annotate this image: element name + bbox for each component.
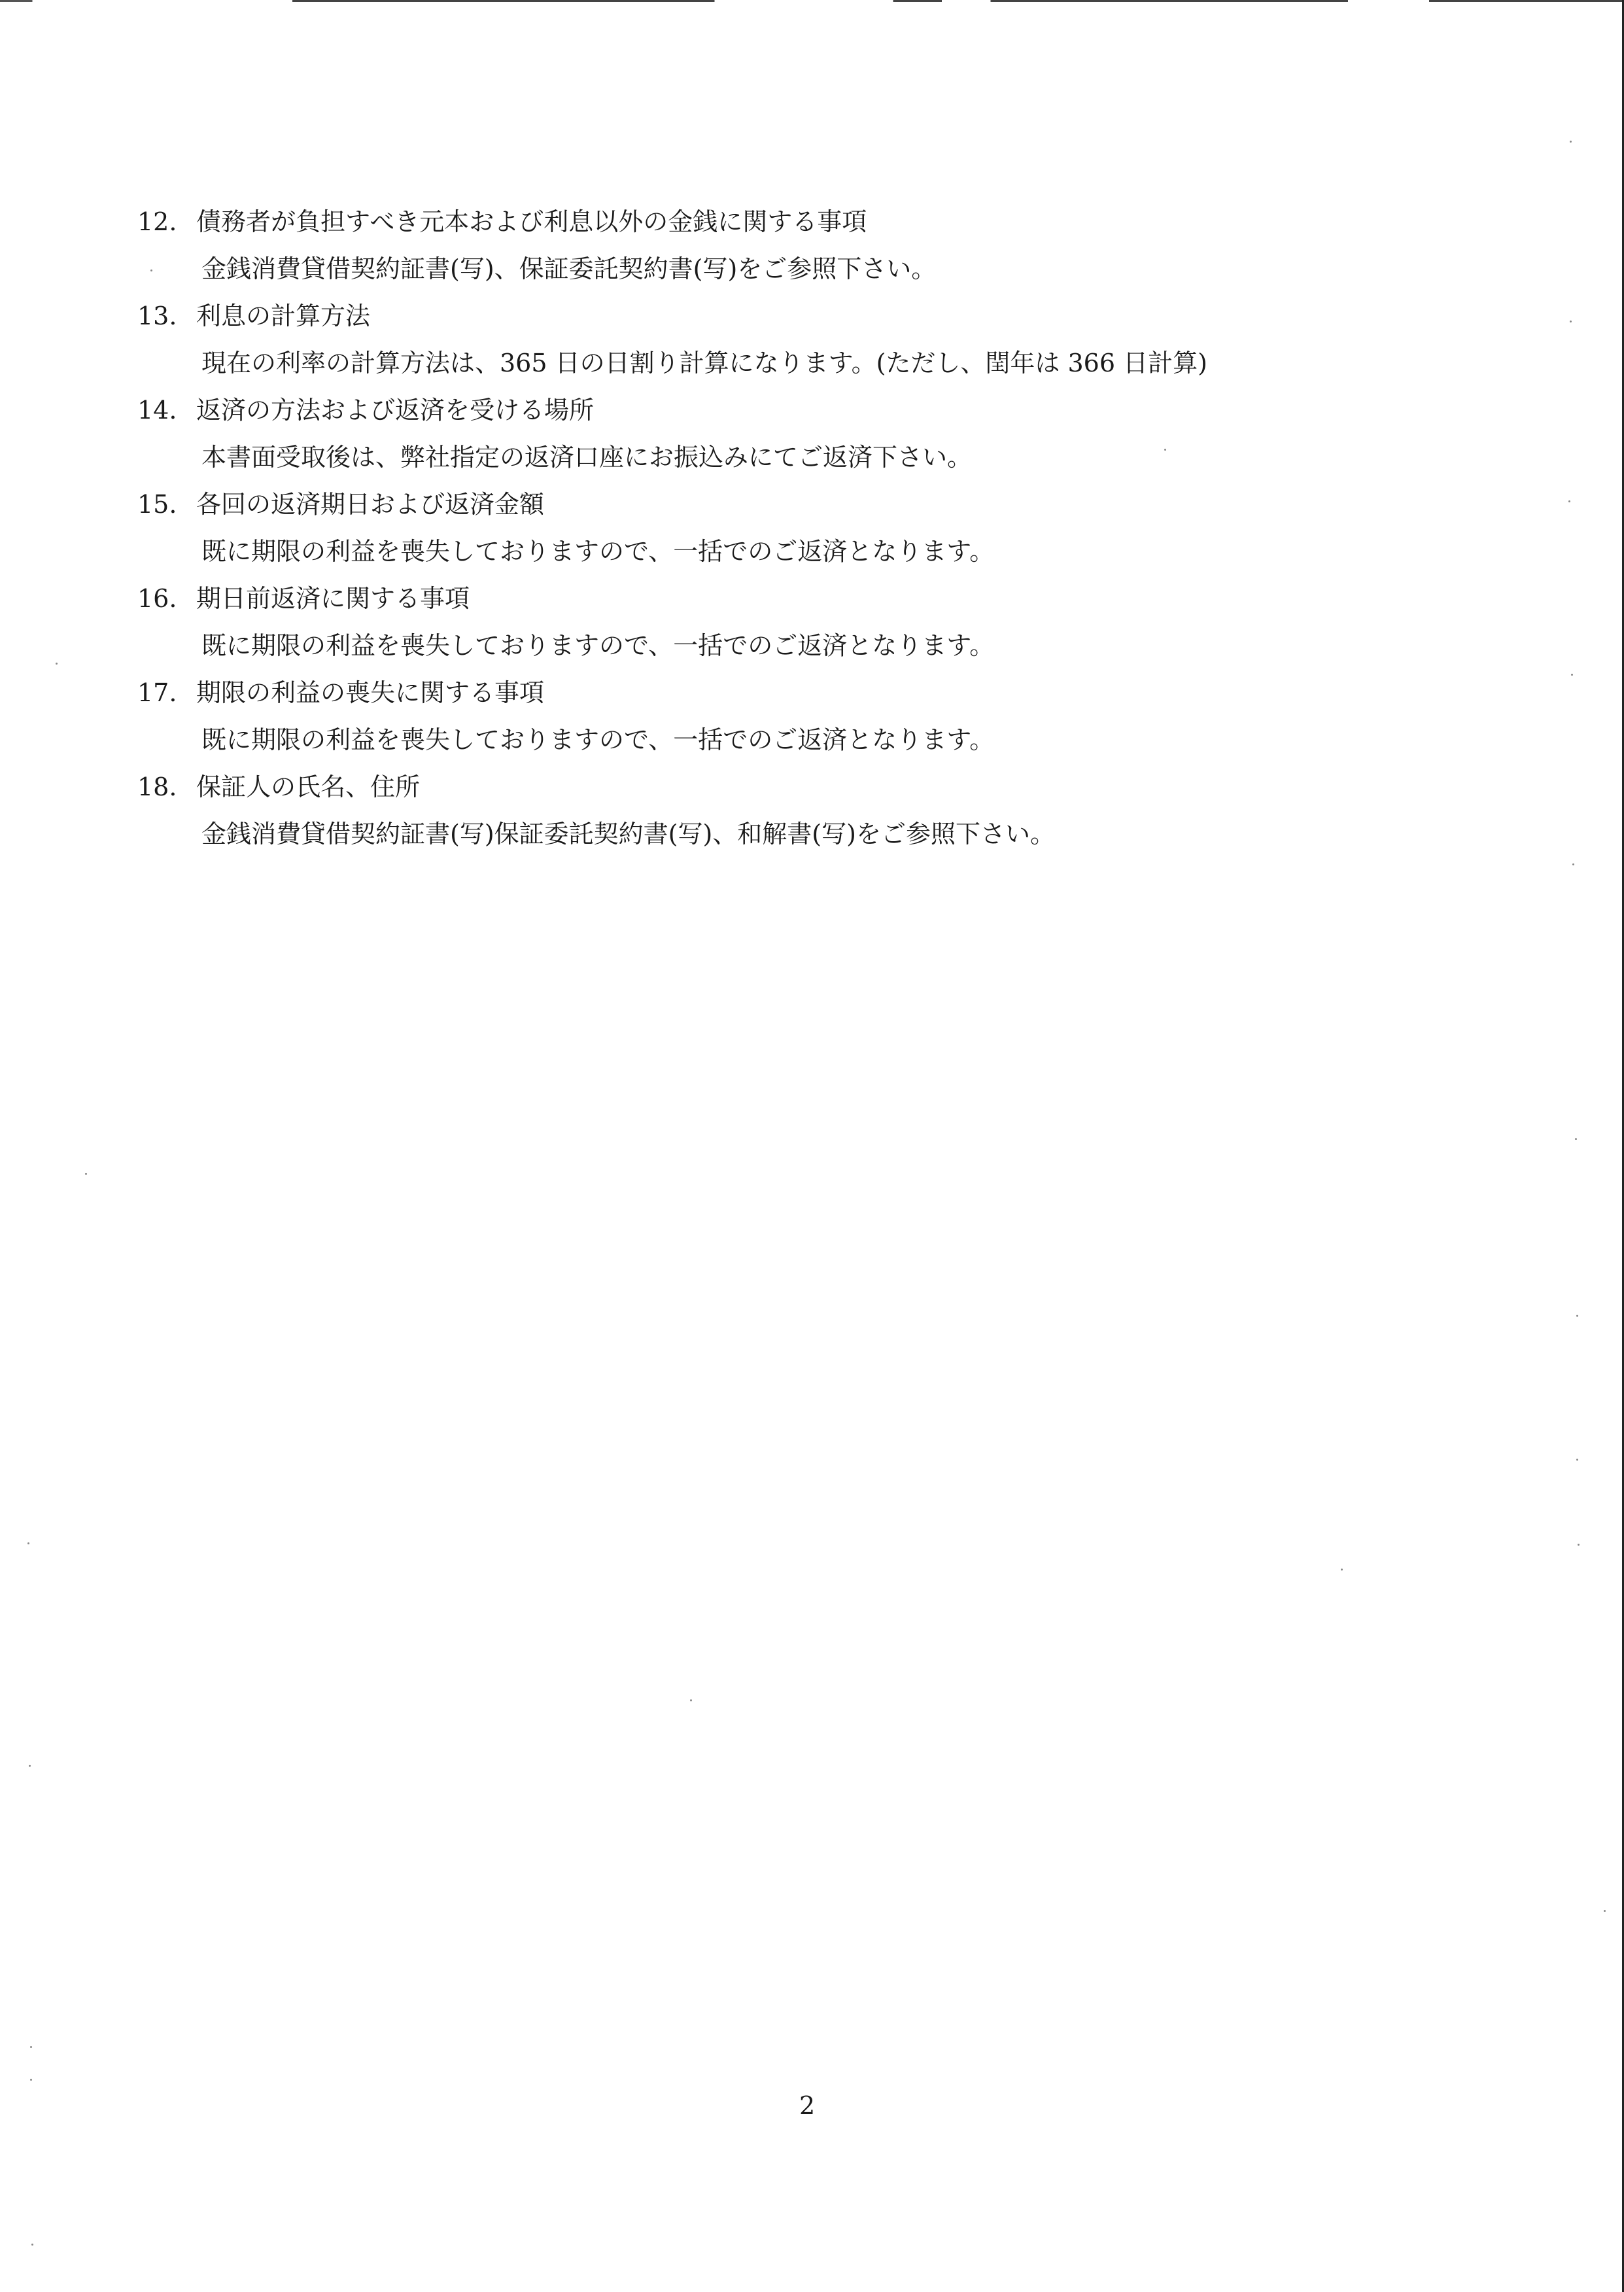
section-heading bbox=[137, 204, 1334, 251]
section-number: 15. bbox=[137, 490, 177, 519]
scan-speck bbox=[1568, 500, 1570, 502]
scan-speck bbox=[1571, 674, 1573, 676]
section-text: 既に期限の利益を喪失しておりますので、一括でのご返済となります。 bbox=[201, 537, 995, 566]
section-text: 金銭消費貸借契約証書(写)保証委託契約書(写)、和解書(写)をご参照下さい。 bbox=[201, 820, 1055, 848]
scan-speck bbox=[56, 663, 58, 665]
section-item-17 bbox=[137, 675, 1334, 769]
scan-top-border bbox=[0, 0, 1624, 2]
scan-speck bbox=[1341, 1569, 1343, 1571]
section-heading bbox=[137, 675, 1334, 722]
scan-speck bbox=[29, 1765, 31, 1767]
section-title: 返済の方法および返済を受ける場所 bbox=[196, 396, 595, 425]
scan-speck bbox=[1578, 1544, 1580, 1546]
document-body bbox=[137, 204, 1334, 863]
section-title: 利息の計算方法 bbox=[196, 302, 371, 330]
scan-speck bbox=[1576, 1315, 1578, 1317]
scan-speck bbox=[30, 2046, 32, 2048]
section-title: 各回の返済期日および返済金額 bbox=[196, 490, 545, 519]
scan-speck bbox=[85, 1173, 87, 1175]
section-number: 16. bbox=[137, 584, 177, 613]
section-number: 17. bbox=[137, 678, 177, 707]
scan-speck bbox=[1570, 141, 1572, 143]
section-text: 既に期限の利益を喪失しておりますので、一括でのご返済となります。 bbox=[201, 725, 995, 754]
scan-speck bbox=[27, 1542, 29, 1544]
section-heading bbox=[137, 298, 1334, 345]
section-heading bbox=[137, 581, 1334, 628]
section-title: 期日前返済に関する事項 bbox=[196, 584, 470, 613]
section-text: 既に期限の利益を喪失しておりますので、一括でのご返済となります。 bbox=[201, 631, 995, 660]
scan-speck bbox=[1572, 863, 1574, 865]
scan-speck bbox=[1576, 1459, 1578, 1461]
section-title: 期限の利益の喪失に関する事項 bbox=[196, 678, 545, 707]
scan-speck bbox=[1575, 1138, 1577, 1140]
section-heading bbox=[137, 769, 1334, 816]
section-text: 本書面受取後は、弊社指定の返済口座にお振込みにてご返済下さい。 bbox=[201, 443, 973, 472]
section-item-15 bbox=[137, 487, 1334, 581]
section-number: 14. bbox=[137, 396, 177, 425]
section-text: 金銭消費貸借契約証書(写)、保証委託契約書(写)をご参照下さい。 bbox=[201, 254, 937, 283]
section-item-13 bbox=[137, 298, 1334, 392]
section-heading bbox=[137, 487, 1334, 534]
scan-speck bbox=[31, 2244, 33, 2246]
section-item-14 bbox=[137, 392, 1334, 487]
section-item-18 bbox=[137, 769, 1334, 863]
section-text: 現在の利率の計算方法は、365 日の日割り計算になります。(ただし、閏年は 366 日計算) bbox=[201, 349, 1207, 377]
section-number: 12. bbox=[137, 207, 177, 236]
page-number: 2 bbox=[799, 2091, 816, 2120]
scan-speck bbox=[30, 2079, 32, 2081]
section-number: 18. bbox=[137, 773, 177, 801]
section-item-12 bbox=[137, 204, 1334, 298]
section-item-16 bbox=[137, 581, 1334, 675]
section-heading bbox=[137, 392, 1334, 440]
section-title: 保証人の氏名、住所 bbox=[196, 773, 421, 801]
scan-speck bbox=[690, 1699, 692, 1701]
section-number: 13. bbox=[137, 302, 177, 330]
section-title: 債務者が負担すべき元本および利息以外の金銭に関する事項 bbox=[196, 207, 867, 236]
scan-speck bbox=[1570, 321, 1572, 322]
scan-speck bbox=[1604, 1910, 1606, 1912]
